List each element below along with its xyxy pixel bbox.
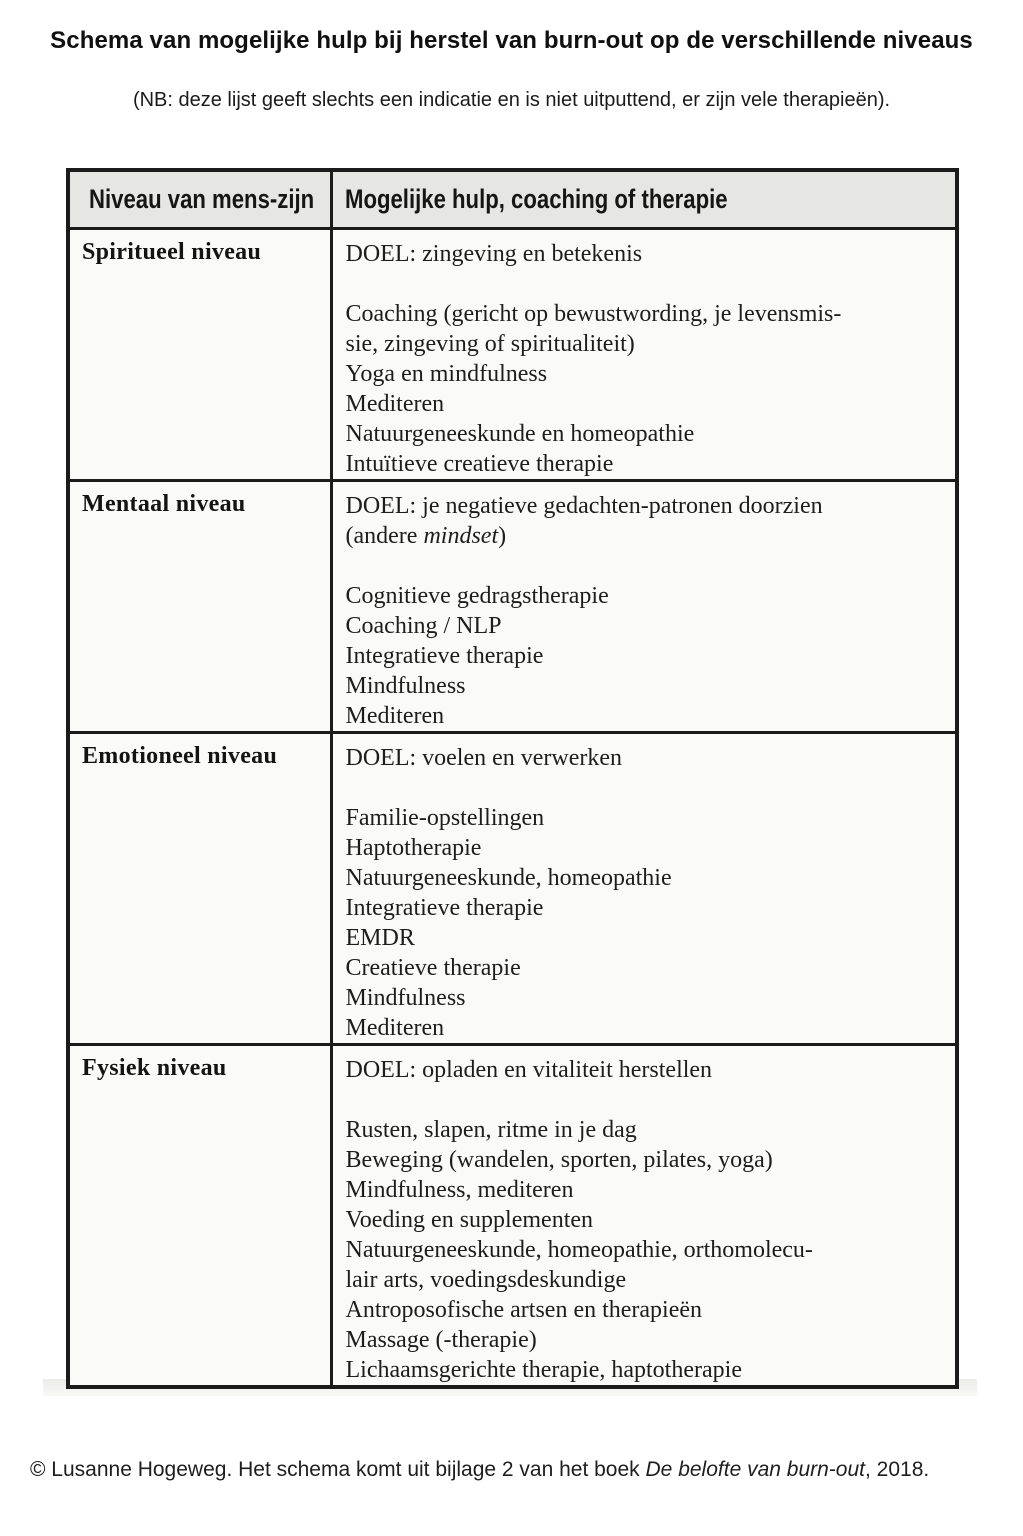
table-row-mentaal bbox=[68, 480, 957, 732]
page-title: Schema van mogelijke hulp bij herstel van burn-out op de verschillende niveaus bbox=[50, 27, 973, 54]
level-cell-fysiek bbox=[68, 1044, 331, 1387]
goal-line: DOEL: zingeving en betekenis bbox=[345, 240, 643, 267]
level-label: Spiritueel niveau bbox=[82, 238, 262, 265]
table-row-spiritueel bbox=[68, 228, 957, 480]
copyright-footer bbox=[30, 1458, 929, 1482]
therapy-line: Haptotherapie bbox=[345, 834, 482, 861]
table-row-fysiek bbox=[68, 1044, 957, 1387]
schema-table bbox=[66, 168, 959, 1389]
table-row-emotioneel bbox=[68, 732, 957, 1044]
therapy-line: Cognitieve gedragstherapie bbox=[345, 582, 609, 609]
plain-text: ) bbox=[498, 522, 507, 549]
therapy-line bbox=[346, 521, 948, 551]
help-cell-mentaal bbox=[331, 480, 957, 732]
therapy-line: Natuurgeneeskunde, homeopathie bbox=[345, 864, 672, 891]
therapy-line: Integratieve therapie bbox=[345, 642, 544, 669]
therapy-line: Familie-opstellingen bbox=[345, 804, 545, 831]
therapy-line: Massage (-therapie) bbox=[345, 1326, 537, 1353]
therapy-line: Integratieve therapie bbox=[345, 894, 544, 921]
therapy-line: Creatieve therapie bbox=[345, 954, 521, 981]
blank-line bbox=[346, 551, 948, 581]
level-label: Fysiek niveau bbox=[82, 1054, 227, 1081]
help-cell-spiritueel bbox=[331, 228, 957, 480]
help-cell-fysiek bbox=[331, 1044, 957, 1387]
therapy-line: Yoga en mindfulness bbox=[345, 360, 548, 387]
level-label: Mentaal niveau bbox=[82, 490, 246, 517]
header-cell-hulp bbox=[331, 170, 957, 228]
therapy-line: Mindfulness bbox=[345, 672, 466, 699]
header-niveau-label: Niveau van mens-zijn bbox=[89, 183, 315, 214]
therapy-line: Beweging (wandelen, sporten, pilates, yoga) bbox=[345, 1146, 773, 1173]
therapy-line: Intuïtieve creatieve therapie bbox=[345, 450, 614, 477]
therapy-line: sie, zingeving of spiritualiteit) bbox=[345, 330, 635, 357]
italic-text: De belofte van burn-out bbox=[645, 1458, 865, 1481]
goal-line: DOEL: opladen en vitaliteit herstellen bbox=[345, 1056, 713, 1083]
header-hulp-label: Mogelijke hulp, coaching of therapie bbox=[344, 183, 728, 214]
therapy-line: Mindfulness, mediteren bbox=[345, 1176, 574, 1203]
therapy-line: Coaching / NLP bbox=[345, 612, 502, 639]
goal-line: DOEL: je negatieve gedachten-patronen doorzien bbox=[345, 492, 823, 519]
level-cell-mentaal bbox=[68, 480, 331, 732]
header-cell-niveau bbox=[68, 170, 331, 228]
plain-text: , 2018. bbox=[865, 1458, 930, 1481]
therapy-line: Mediteren bbox=[345, 1014, 445, 1041]
blank-line bbox=[346, 1085, 948, 1115]
therapy-line: Mediteren bbox=[345, 702, 445, 729]
therapy-line: Mindfulness bbox=[345, 984, 466, 1011]
blank-line bbox=[346, 269, 948, 299]
plain-text: (andere bbox=[345, 522, 424, 549]
level-cell-spiritueel bbox=[68, 228, 331, 480]
italic-text: mindset bbox=[423, 522, 499, 549]
level-label: Emotioneel niveau bbox=[82, 742, 278, 769]
therapy-line: Voeding en supplementen bbox=[345, 1206, 594, 1233]
goal-line: DOEL: voelen en verwerken bbox=[345, 744, 623, 771]
therapy-line: Antroposofische artsen en therapieën bbox=[345, 1296, 703, 1323]
therapy-line: Natuurgeneeskunde en homeopathie bbox=[345, 420, 695, 447]
therapy-line: EMDR bbox=[345, 924, 415, 951]
blank-line bbox=[346, 773, 948, 803]
level-cell-emotioneel bbox=[68, 732, 331, 1044]
therapy-line: lair arts, voedingsdeskundige bbox=[345, 1266, 627, 1293]
page-subtitle: (NB: deze lijst geeft slechts een indicatie en is niet uitputtend, er zijn vele therapieën). bbox=[132, 89, 891, 111]
therapy-line: Natuurgeneeskunde, homeopathie, orthomolecu- bbox=[345, 1236, 813, 1263]
table-header-row bbox=[68, 170, 957, 228]
therapy-line: Coaching (gericht op bewustwording, je levensmis- bbox=[345, 300, 842, 327]
therapy-line: Rusten, slapen, ritme in je dag bbox=[345, 1116, 637, 1143]
therapy-line: Lichaamsgerichte therapie, haptotherapie bbox=[345, 1356, 742, 1383]
therapy-line: Mediteren bbox=[345, 390, 445, 417]
plain-text: © Lusanne Hogeweg. Het schema komt uit bijlage 2 van het boek bbox=[30, 1458, 646, 1481]
help-cell-emotioneel bbox=[331, 732, 957, 1044]
